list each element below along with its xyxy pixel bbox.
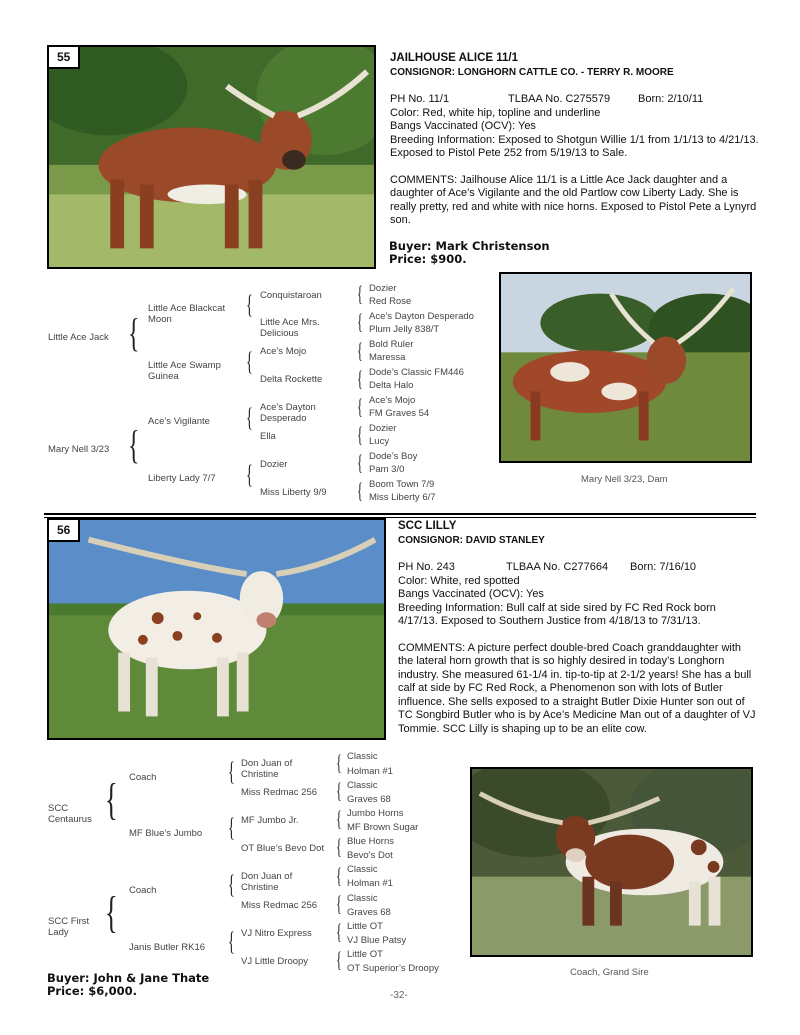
brace: { [228,757,235,786]
animal-name: SCC LILLY [398,520,457,532]
pedigree-g4: Maressa [369,352,406,363]
pedigree-sire: Little Ace Jack [48,332,109,343]
pedigree-g4: Holman #1 [347,766,393,777]
brace: { [246,460,253,489]
pedigree-g3: MF Jumbo Jr. [241,815,299,826]
lot55-photo [47,45,376,269]
brace: { [246,347,253,376]
pedigree-g4: VJ Blue Patsy [347,935,407,946]
consignor: CONSIGNOR: DAVID STANLEY [398,534,545,546]
lot-number: 56 [49,520,80,542]
cow-image [49,520,384,738]
lot56-info [398,520,758,736]
brace: { [128,310,140,355]
pedigree-g3: VJ Little Droopy [241,956,309,967]
pedigree-g4: OT Superior’s Droopy [347,963,439,974]
pedigree-g2: MF Blue’s Jumbo [129,828,203,839]
pedigree-g4: Ace’s Mojo [369,395,416,406]
pedigree-g3: Miss Redmac 256 [241,900,318,911]
pedigree-g4: Pam 3/0 [369,464,405,475]
brace: { [336,891,342,916]
pedigree-g3: OT Blue’s Bevo Dot [241,843,325,854]
pedigree-g3: Don Juan of Christine [241,871,293,893]
pedigree-g3: Don Juan of Christine [241,758,293,780]
lot55-buyer [389,240,550,266]
pedigree-g4: Dozier [369,423,397,434]
born-date: Born: 7/16/10 [630,561,697,573]
pedigree-g3: Ace’s Dayton Desperado [260,402,316,424]
id-row [390,93,760,107]
pedigree-g3: Ella [260,431,276,442]
breeding-info: Breeding Information: Bull calf at side sired by FC Red Rock born 4/17/13. Exposed to Southern Justice from 4/18/13 to 7/31/13. [398,601,716,627]
pedigree-g4: Holman #1 [347,878,393,889]
brace: { [246,290,253,319]
lot55-dam-photo [499,272,752,463]
pedigree-g4: Blue Horns [347,836,394,847]
bangs-status: Bangs Vaccinated (OCV): Yes [390,120,536,132]
pedigree-g3: Miss Liberty 9/9 [260,487,327,498]
brace: { [357,338,363,363]
brace: { [105,888,118,937]
pedigree-g2: Liberty Lady 7/7 [148,473,216,484]
consignor: CONSIGNOR: LONGHORN CATTLE CO. - TERRY R. MOORE [390,66,674,78]
brace: { [357,394,363,419]
sire-photo-caption: Coach, Grand Sire [570,967,649,978]
pedigree-g4: Bevo’s Dot [347,850,393,861]
pedigree-g4: FM Graves 54 [369,408,430,419]
brace: { [246,403,253,432]
pedigree-dam: Mary Nell 3/23 [48,444,110,455]
cow-image [49,47,374,267]
brace: { [336,919,342,944]
page-number: -32- [390,990,408,1001]
pedigree-sire: SCC Centaurus [48,803,92,825]
price: Price: $6,000. [47,984,138,998]
buyer-name: Buyer: John & Jane Thate [47,971,210,985]
buyer-name: Buyer: Mark Christenson [389,239,550,253]
pedigree-g4: Dode’s Classic FM446 [369,367,464,378]
pedigree-g4: Little OT [347,921,383,932]
brace: { [336,947,342,972]
pedigree-g3: Conquistaroan [260,290,322,301]
color: Color: Red, white hip, topline and underline [390,106,601,119]
animal-name: JAILHOUSE ALICE 11/1 [390,52,519,64]
pedigree-g3: Little Ace Mrs. Delicious [260,317,320,339]
tlbaa-number: TLBAA No. C275579 [508,93,611,105]
brace: { [357,281,363,306]
pedigree-g4: Classic [347,751,378,762]
brace: { [336,806,342,831]
pedigree-g4: Classic [347,893,378,904]
born-date: Born: 2/10/11 [638,93,704,105]
tlbaa-number: TLBAA No. C277664 [506,561,609,573]
brace: { [357,366,363,391]
lot56-buyer [47,972,209,998]
pedigree-g4: Red Rose [369,296,412,307]
price: Price: $900. [389,252,467,266]
dam-photo-caption: Mary Nell 3/23, Dam [581,474,668,485]
pedigree-g4: Little OT [347,949,383,960]
breeding-info: Breeding Information: Exposed to Shotgun Willie 1/1 from 1/1/13 to 4/21/13. Exposed to Pistol Pete 252 from 5/19/13 to Sale. [390,133,759,159]
lot56-sire-photo [470,767,753,957]
comments: COMMENTS: Jailhouse Alice 11/1 is a Little Ace Jack daughter and a daughter of Ace’s Vigilante and the old Partlow cow Liberty Lady. She is really pretty, red and white with nice horns. Exposed to Pistol Pete a Lynyrd son. [390,173,757,226]
pedigree-g4: Miss Liberty 6/7 [369,492,436,503]
section-divider [44,513,756,515]
pedigree-g3: Delta Rockette [260,374,323,385]
pedigree-g4: Dode’s Boy [369,451,418,462]
ph-number: PH No. 243 [398,561,455,573]
pedigree-g4: Ace’s Dayton Desperado [369,311,474,322]
cow-image [501,274,750,461]
pedigree-g4: Bold Ruler [369,339,414,350]
pedigree-g4: Dozier [369,283,397,294]
pedigree-g3: VJ Nitro Express [241,928,312,939]
brace: { [357,309,363,334]
lot-number: 55 [49,47,80,69]
pedigree-g2: Coach [129,885,157,896]
pedigree-g3: Miss Redmac 256 [241,787,318,798]
brace: { [128,422,140,467]
pedigree-g2: Coach [129,772,157,783]
brace: { [357,450,363,475]
brace: { [336,834,342,859]
pedigree-g4: MF Brown Sugar [347,822,419,833]
pedigree-g2: Little Ace Blackcat Moon [148,303,226,325]
pedigree-g4: Plum Jelly 838/T [369,324,440,335]
brace: { [336,863,342,888]
brace: { [336,750,342,775]
pedigree-g4: Classic [347,780,378,791]
cow-image [472,769,751,955]
pedigree-g4: Classic [347,864,378,875]
bangs-status: Bangs Vaccinated (OCV): Yes [398,588,544,600]
comments: COMMENTS: A picture perfect double-bred Coach granddaughter with the lateral horn growth that is so highly desired in today’s Longhorn industry. She measured 61-1/4 in. tip-to-tip at 2-1/2 years! She has a bull calf at side by FC Red Rock, a Phenomenon son with lots of Butler influence. She sells exposed to a straight Butler Dixie Hunter son out of TC Songbird Butler who is by Ace’s Medicine Man out of a daughter of VJ Tommie. SCC Lilly is shaping up to be an elite cow. [398,641,756,735]
brace: { [228,870,235,899]
pedigree-g4: Boom Town 7/9 [369,479,435,490]
pedigree-g4: Lucy [369,436,390,447]
color: Color: White, red spotted [398,574,520,587]
lot56-photo [47,518,386,740]
pedigree-g4: Jumbo Horns [347,808,404,819]
brace: { [105,775,118,824]
id-row [398,561,758,575]
pedigree-g2: Little Ace Swamp Guinea [148,360,221,382]
pedigree-g4: Graves 68 [347,907,391,918]
pedigree-dam: SCC First Lady [48,916,90,938]
brace: { [357,478,363,503]
lot55-info [390,52,760,228]
brace: { [228,927,235,956]
pedigree-g3: Ace’s Mojo [260,346,307,357]
pedigree-g4: Delta Halo [369,380,414,391]
brace: { [228,813,235,842]
pedigree-g3: Dozier [260,459,288,470]
pedigree-g2: Ace’s Vigilante [148,416,210,427]
pedigree-g2: Janis Butler RK16 [129,942,206,953]
ph-number: PH No. 11/1 [390,93,450,105]
brace: { [336,778,342,803]
brace: { [357,422,363,447]
pedigree-g4: Graves 68 [347,794,391,805]
